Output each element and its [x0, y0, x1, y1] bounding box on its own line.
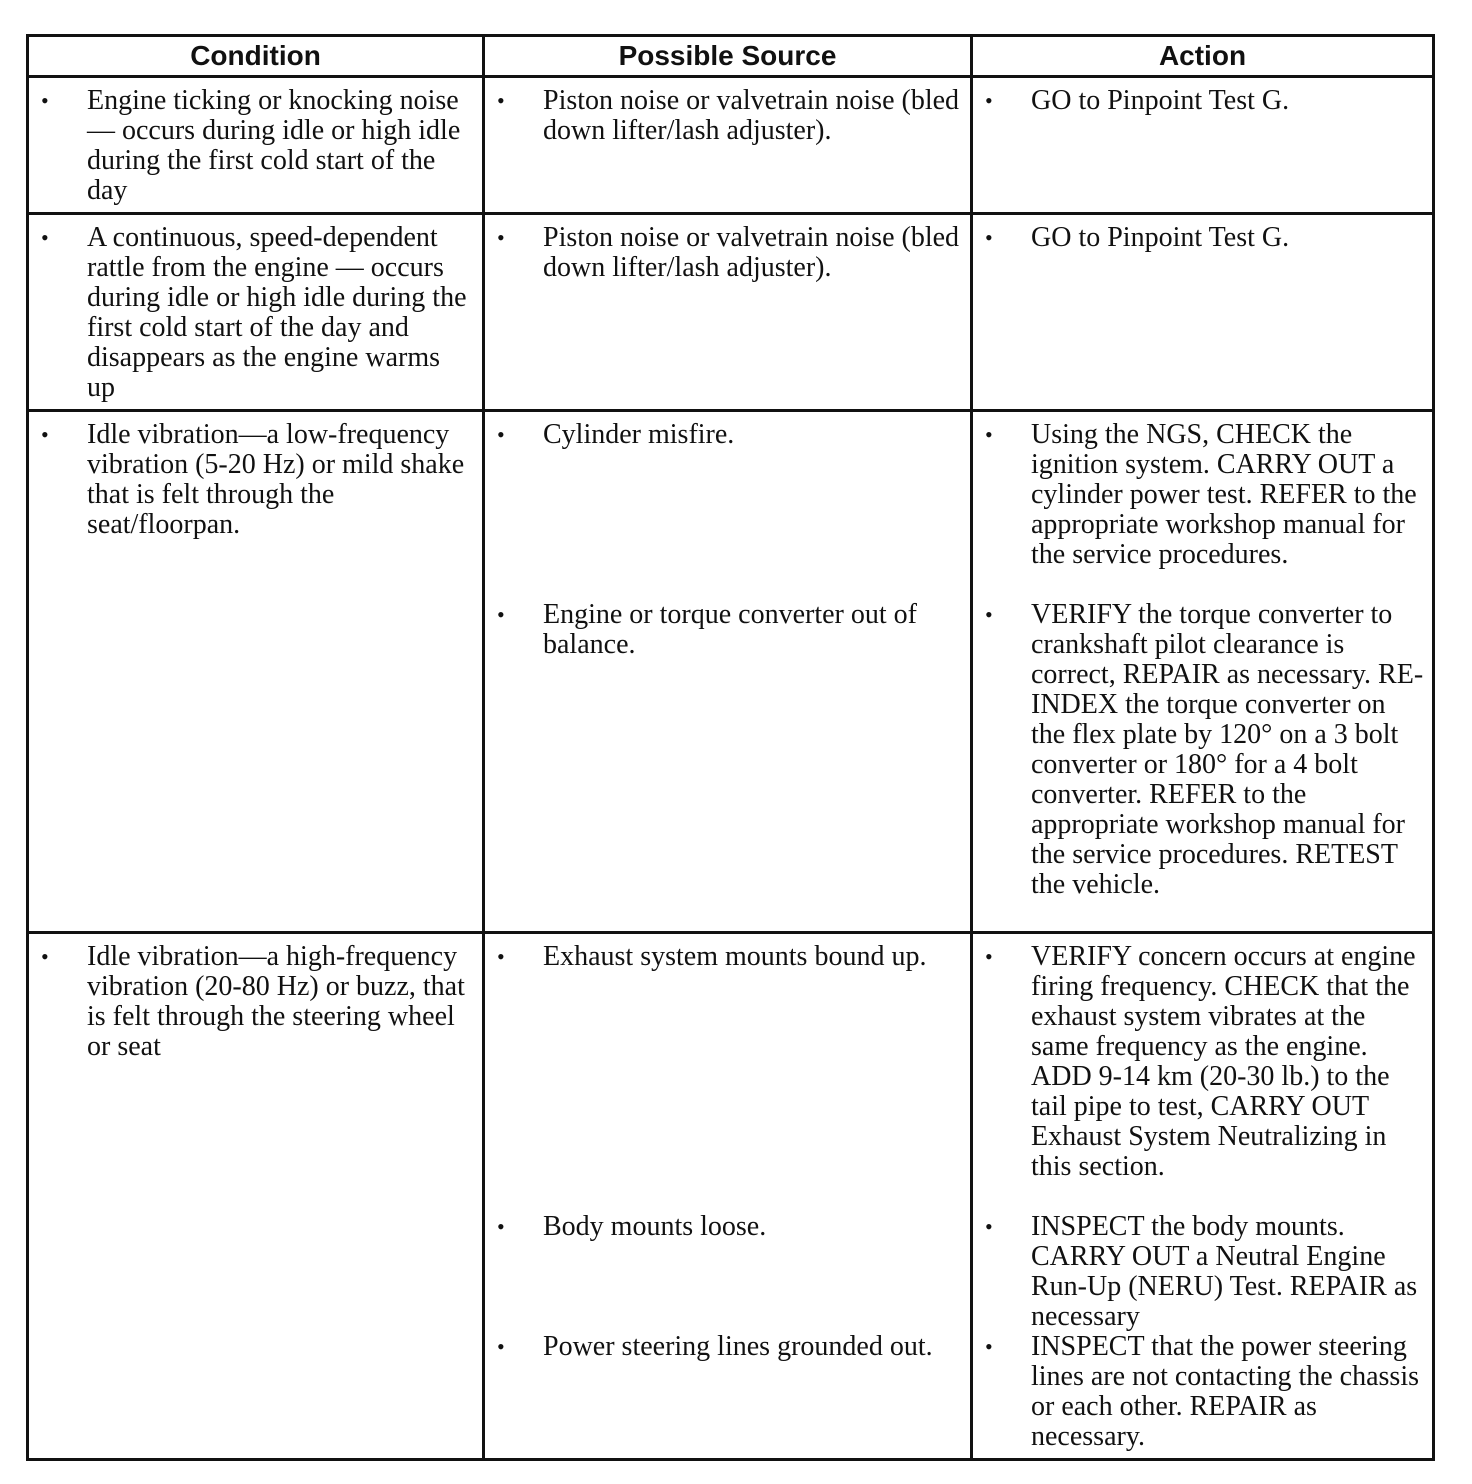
source-text: Body mounts loose.	[543, 1211, 767, 1242]
source-entry	[495, 1332, 962, 1362]
bullet-icon: •	[497, 602, 505, 627]
table-row	[28, 214, 1434, 411]
source-entry	[495, 420, 962, 600]
source-text: Piston noise or valvetrain noise (bled down lifter/lash adjuster).	[543, 85, 960, 146]
condition-entry	[39, 420, 474, 540]
condition-entry	[39, 86, 474, 206]
source-entry	[495, 86, 962, 146]
condition-text: Idle vibration—a high-frequency vibration (20-80 Hz) or buzz, that is felt through the steering wheel or seat	[87, 941, 465, 1062]
action-text: Using the NGS, CHECK the ignition system. CARRY OUT a cylinder power test. REFER to the appropriate workshop manual for the service procedures.	[1031, 419, 1417, 570]
source-text: Exhaust system mounts bound up.	[543, 941, 927, 972]
condition-entry	[39, 223, 474, 403]
condition-text: A continuous, speed-dependent rattle from the engine — occurs during idle or high idle during the first cold start of the day and disappears as the engine warms up	[87, 222, 467, 403]
action-text: INSPECT that the power steering lines are not contacting the chassis or each other. REPAIR as necessary.	[1031, 1331, 1419, 1452]
header-row	[28, 36, 1434, 77]
condition-cell	[28, 411, 484, 933]
source-text: Cylinder misfire.	[543, 419, 735, 450]
action-cell	[972, 214, 1434, 411]
diagnosis-table-sheet	[26, 34, 1432, 1461]
header-condition: Condition	[28, 36, 484, 77]
source-text: Power steering lines grounded out.	[543, 1331, 933, 1362]
action-entry	[983, 1212, 1424, 1332]
condition-entry	[39, 942, 474, 1062]
condition-cell	[28, 214, 484, 411]
table-row	[28, 77, 1434, 214]
action-text: INSPECT the body mounts. CARRY OUT a Neutral Engine Run-Up (NERU) Test. REPAIR as necessary	[1031, 1211, 1418, 1332]
bullet-icon: •	[497, 1334, 505, 1359]
action-entry	[983, 942, 1424, 1212]
bullet-icon: •	[497, 422, 505, 447]
source-cell	[484, 933, 972, 1460]
action-entry	[983, 86, 1424, 116]
bullet-icon: •	[985, 225, 993, 250]
bullet-icon: •	[985, 422, 993, 447]
action-entry	[983, 1332, 1424, 1452]
bullet-icon: •	[41, 88, 49, 113]
bullet-icon: •	[41, 422, 49, 447]
action-cell	[972, 411, 1434, 933]
action-cell	[972, 933, 1434, 1460]
condition-text: Engine ticking or knocking noise — occurs during idle or high idle during the first cold start of the day	[87, 85, 461, 206]
source-entry	[495, 600, 962, 660]
bullet-icon: •	[985, 88, 993, 113]
bullet-icon: •	[497, 88, 505, 113]
table-row	[28, 933, 1434, 1460]
header-possible-source: Possible Source	[484, 36, 972, 77]
action-text: VERIFY concern occurs at engine firing frequency. CHECK that the exhaust system vibrates at the same frequency as the engine. ADD 9-14 km (20-30 lb.) to the tail pipe to test, CARRY OUT Exhaust System Neutralizing in this section.	[1031, 941, 1416, 1182]
bullet-icon: •	[985, 602, 993, 627]
table-row	[28, 411, 1434, 933]
condition-cell	[28, 933, 484, 1460]
source-text: Piston noise or valvetrain noise (bled down lifter/lash adjuster).	[543, 222, 960, 283]
bullet-icon: •	[41, 225, 49, 250]
bullet-icon: •	[497, 225, 505, 250]
bullet-icon: •	[41, 944, 49, 969]
source-entry	[495, 1212, 962, 1332]
source-cell	[484, 214, 972, 411]
action-text: GO to Pinpoint Test G.	[1031, 85, 1290, 116]
action-entry	[983, 420, 1424, 600]
action-cell	[972, 77, 1434, 214]
bullet-icon: •	[497, 1214, 505, 1239]
action-text: GO to Pinpoint Test G.	[1031, 222, 1290, 253]
action-entry	[983, 600, 1424, 900]
bullet-icon: •	[985, 944, 993, 969]
action-text: VERIFY the torque converter to crankshaft pilot clearance is correct, REPAIR as necessary. RE-INDEX the torque converter on the flex plate by 120° on a 3 bolt converter or 180° for a 4 bolt converter. REFER to the appropriate workshop manual for the service procedures. RETEST the vehicle.	[1031, 599, 1424, 900]
action-entry	[983, 223, 1424, 253]
source-entry	[495, 223, 962, 283]
condition-cell	[28, 77, 484, 214]
diagnosis-table	[26, 34, 1435, 1461]
source-text: Engine or torque converter out of balance.	[543, 599, 917, 660]
condition-text: Idle vibration—a low-frequency vibration (5-20 Hz) or mild shake that is felt through the seat/floorpan.	[87, 419, 465, 540]
bullet-icon: •	[985, 1334, 993, 1359]
bullet-icon: •	[497, 944, 505, 969]
bullet-icon: •	[985, 1214, 993, 1239]
source-cell	[484, 411, 972, 933]
header-action: Action	[972, 36, 1434, 77]
source-entry	[495, 942, 962, 1212]
source-cell	[484, 77, 972, 214]
